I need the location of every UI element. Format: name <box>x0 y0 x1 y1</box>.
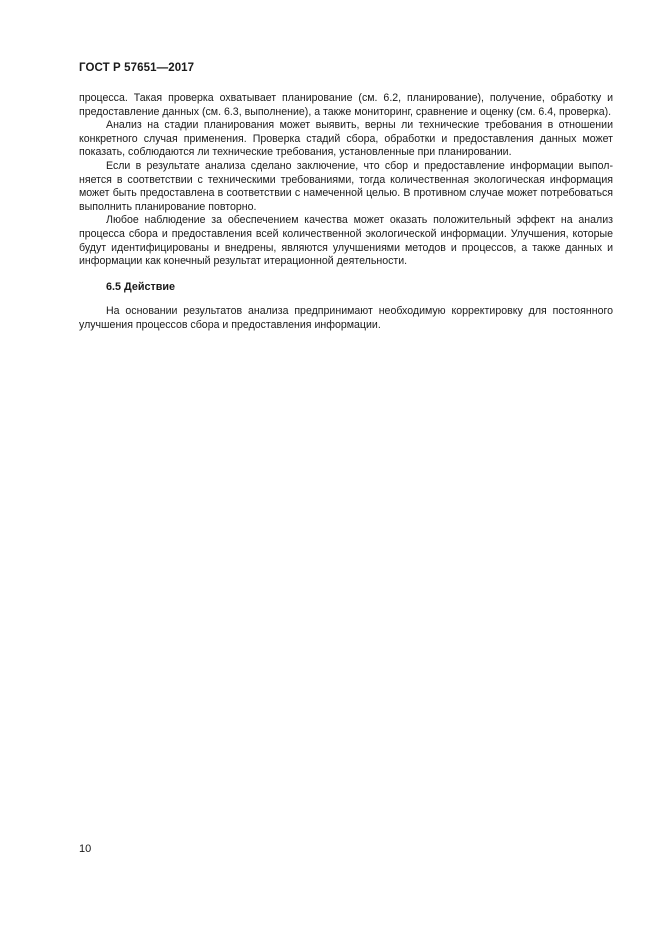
page-number: 10 <box>79 843 92 855</box>
paragraph: Если в результате анализа сделано заключение, что сбор и предоставление информации выполняется в соответствии с техническими требованиями, тогда количественная экологическая информация может быть предоставлена в соответствии с намеченной целью. В противном случае может потребоваться выполнить планирование повторно. <box>79 159 613 213</box>
paragraph: Любое наблюдение за обеспечением качества может оказать положительный эффект на анализ процесса сбора и предоставления всей количественной экологической информации. Улучшения, которые будут идентифицированы и внедрены, являются улучшениями методов и процессов, а также данных и информации как конечный результат итерационной деятельности. <box>79 214 613 268</box>
paragraph-continuation: процесса. Такая проверка охватывает планирование (см. 6.2, планирование), получение, обработку и предоставление данных (см. 6.3, выполнение), а также мониторинг, сравнение и оценку (см. 6.4, проверка). <box>79 92 613 118</box>
standard-code: ГОСТ Р 57651—2017 <box>79 62 195 74</box>
section-heading: 6.5 Действие <box>106 280 176 293</box>
section-paragraph: На основании результатов анализа предпринимают необходимую корректировку для постоянного улучшения процессов сбора и предоставления информации. <box>79 305 613 331</box>
document-header <box>79 62 194 74</box>
document-body <box>79 92 613 333</box>
paragraph: Анализ на стадии планирования может выявить, верны ли технические требования в отношении конкретного случая применения. Проверка стадий сбора, обработки и предоставления данных может показать, соблюдаются ли технические требования, установленные при планировании. <box>79 119 613 159</box>
